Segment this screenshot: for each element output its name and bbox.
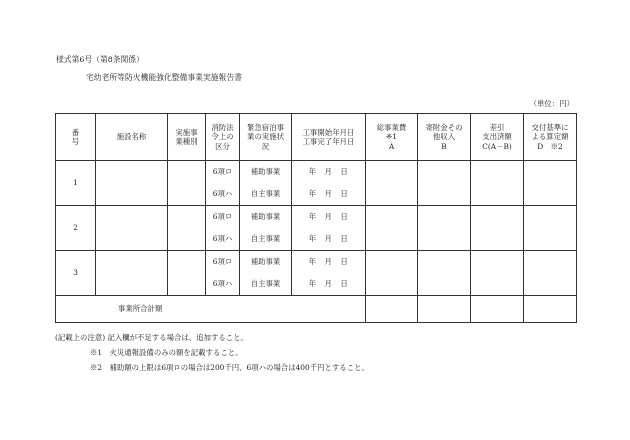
donation-cell[interactable] bbox=[418, 161, 471, 206]
report-table bbox=[55, 113, 577, 323]
date-cell: 年 月 日 bbox=[292, 161, 366, 184]
law-class-cell: 6項ロ bbox=[206, 206, 240, 229]
law-class-cell: 6項ロ bbox=[206, 251, 240, 274]
header-emergency-status: 緊急宿泊事 業の実施状 況 bbox=[240, 114, 292, 161]
project-type-cell[interactable] bbox=[168, 251, 206, 296]
date-cell: 年 月 日 bbox=[292, 228, 366, 251]
total-label: 事業所合計額 bbox=[56, 296, 366, 323]
grant-amount-cell[interactable] bbox=[524, 251, 577, 296]
header-project-type: 実施事 業種別 bbox=[168, 114, 206, 161]
grant-amount-sum-cell[interactable] bbox=[524, 296, 577, 323]
status-cell: 補助事業 bbox=[240, 206, 292, 229]
facility-name-cell[interactable] bbox=[96, 206, 168, 251]
total-cost-sum-cell[interactable] bbox=[366, 296, 418, 323]
table-header-row bbox=[56, 114, 577, 161]
date-cell: 年 月 日 bbox=[292, 183, 366, 206]
row-number: 1 bbox=[56, 161, 96, 206]
net-expenditure-cell[interactable] bbox=[471, 251, 524, 296]
row-number: 2 bbox=[56, 206, 96, 251]
total-row bbox=[56, 296, 577, 323]
law-class-cell: 6項ハ bbox=[206, 228, 240, 251]
table-row bbox=[56, 206, 577, 229]
net-expenditure-sum-cell[interactable] bbox=[471, 296, 524, 323]
date-cell: 年 月 日 bbox=[292, 251, 366, 274]
note-2: ※2 補助額の上限は6項ロの場合は200千円、6項ハの場合は400千円とすること。 bbox=[90, 363, 369, 372]
total-cost-cell[interactable] bbox=[366, 206, 418, 251]
header-total-cost: 総事業費 ※1 A bbox=[366, 114, 418, 161]
net-expenditure-cell[interactable] bbox=[471, 161, 524, 206]
document-title: 宅幼老所等防火機能強化整備事業実施報告書 bbox=[86, 73, 242, 82]
status-cell: 自主事業 bbox=[240, 183, 292, 206]
notes-heading: (記載上の注意) 記入欄が不足する場合は、追加すること。 bbox=[55, 333, 248, 342]
total-cost-cell[interactable] bbox=[366, 251, 418, 296]
net-expenditure-cell[interactable] bbox=[471, 206, 524, 251]
donation-sum-cell[interactable] bbox=[418, 296, 471, 323]
header-number: 番 号 bbox=[56, 114, 96, 161]
unit-label: （単位：円） bbox=[529, 99, 574, 108]
table-row bbox=[56, 251, 577, 274]
date-cell: 年 月 日 bbox=[292, 206, 366, 229]
law-class-cell: 6項ハ bbox=[206, 273, 240, 296]
grant-amount-cell[interactable] bbox=[524, 161, 577, 206]
facility-name-cell[interactable] bbox=[96, 161, 168, 206]
law-class-cell: 6項ハ bbox=[206, 183, 240, 206]
table-row bbox=[56, 161, 577, 184]
donation-cell[interactable] bbox=[418, 251, 471, 296]
status-cell: 自主事業 bbox=[240, 228, 292, 251]
header-grant-amount: 交付基準に よる算定額 D ※2 bbox=[524, 114, 577, 161]
project-type-cell[interactable] bbox=[168, 161, 206, 206]
header-construction-dates: 工事開始年月日 工事完了年月日 bbox=[292, 114, 366, 161]
header-net-expenditure: 差引 支出済額 C(A－B) bbox=[471, 114, 524, 161]
header-fire-law-class: 消防法 令上の 区分 bbox=[206, 114, 240, 161]
form-number: 様式第6号（第8条関係） bbox=[56, 55, 144, 64]
note-1: ※1 火災通報設備のみの額を記載すること。 bbox=[90, 348, 243, 357]
header-facility-name: 施設名称 bbox=[96, 114, 168, 161]
status-cell: 補助事業 bbox=[240, 161, 292, 184]
law-class-cell: 6項ロ bbox=[206, 161, 240, 184]
row-number: 3 bbox=[56, 251, 96, 296]
status-cell: 自主事業 bbox=[240, 273, 292, 296]
facility-name-cell[interactable] bbox=[96, 251, 168, 296]
header-donation-income: 寄附金その 他収入 B bbox=[418, 114, 471, 161]
grant-amount-cell[interactable] bbox=[524, 206, 577, 251]
project-type-cell[interactable] bbox=[168, 206, 206, 251]
status-cell: 補助事業 bbox=[240, 251, 292, 274]
date-cell: 年 月 日 bbox=[292, 273, 366, 296]
total-cost-cell[interactable] bbox=[366, 161, 418, 206]
donation-cell[interactable] bbox=[418, 206, 471, 251]
